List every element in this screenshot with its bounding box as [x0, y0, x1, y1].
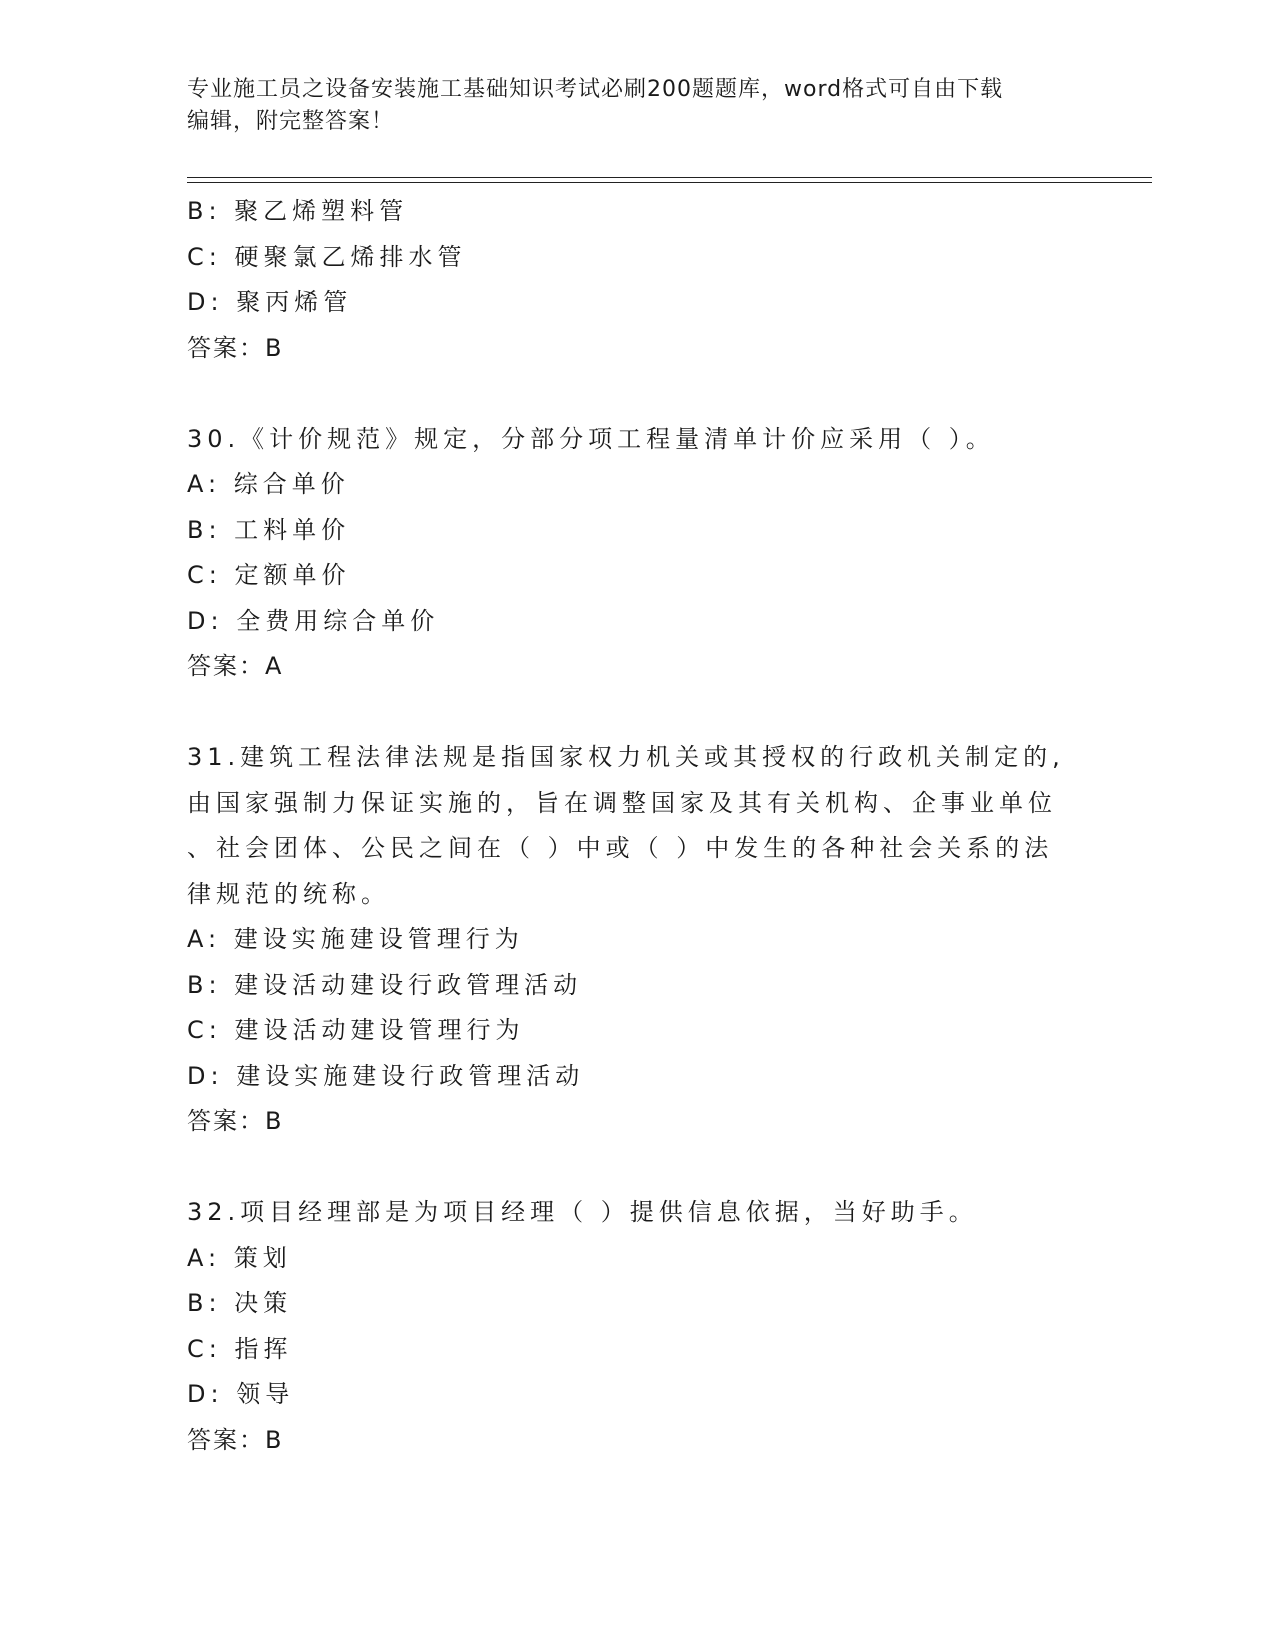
option-c: C: 指挥 — [187, 1334, 293, 1363]
option-d: D: 领导 — [187, 1380, 295, 1408]
spacer — [187, 690, 1087, 736]
option-c: C: 建设活动建设管理行为 — [187, 1016, 525, 1044]
question-stem: 30.《计价规范》规定，分部分项工程量清单计价应采用（ ）。 — [187, 424, 995, 453]
question-30 — [187, 417, 1087, 690]
option-c: C: 硬聚氯乙烯排水管 — [187, 242, 467, 271]
question-stem-line-4: 律规范的统称。 — [187, 879, 390, 908]
spacer — [187, 371, 1087, 417]
question-stem: 32.项目经理部是为项目经理（ ）提供信息依据，当好助手。 — [187, 1198, 978, 1226]
header-line-1: 专业施工员之设备安装施工基础知识考试必刷200题题库，word格式可自由下载 — [187, 77, 1004, 102]
document-header — [187, 74, 1067, 138]
option-d: D: 建设实施建设行政管理活动 — [187, 1061, 585, 1090]
question-stem-line-1: 31.建筑工程法律法规是指国家权力机关或其授权的行政机关制定的, — [187, 743, 1065, 771]
spacer — [187, 1145, 1087, 1191]
answer: 答案：B — [187, 1425, 284, 1454]
question-31 — [187, 735, 1087, 1145]
question-stem-line-3: 、社会团体、公民之间在（ ）中或（ ）中发生的各种社会关系的法 — [187, 834, 1054, 862]
question-stem-line-2: 由国家强制力保证实施的，旨在调整国家及其有关机构、企事业单位 — [187, 788, 1057, 817]
option-d: D: 聚丙烯管 — [187, 288, 353, 316]
question-list — [187, 189, 1087, 1463]
option-d: D: 全费用综合单价 — [187, 606, 440, 635]
option-a: A: 策划 — [187, 1243, 292, 1272]
answer: 答案：B — [187, 1107, 284, 1135]
question-29-fragment — [187, 189, 1087, 371]
question-32 — [187, 1190, 1087, 1463]
option-b: B: 决策 — [187, 1289, 293, 1317]
option-b: B: 工料单价 — [187, 515, 351, 544]
option-b: B: 聚乙烯塑料管 — [187, 197, 409, 225]
option-c: C: 定额单价 — [187, 561, 351, 589]
header-divider-top — [187, 177, 1152, 178]
option-b: B: 建设活动建设行政管理活动 — [187, 970, 583, 999]
option-a: A: 综合单价 — [187, 470, 350, 498]
option-a: A: 建设实施建设管理行为 — [187, 925, 524, 953]
answer: 答案：A — [187, 652, 284, 680]
header-divider-bottom — [187, 182, 1152, 183]
answer: 答案：B — [187, 333, 284, 362]
header-line-2: 编辑，附完整答案！ — [187, 109, 395, 134]
